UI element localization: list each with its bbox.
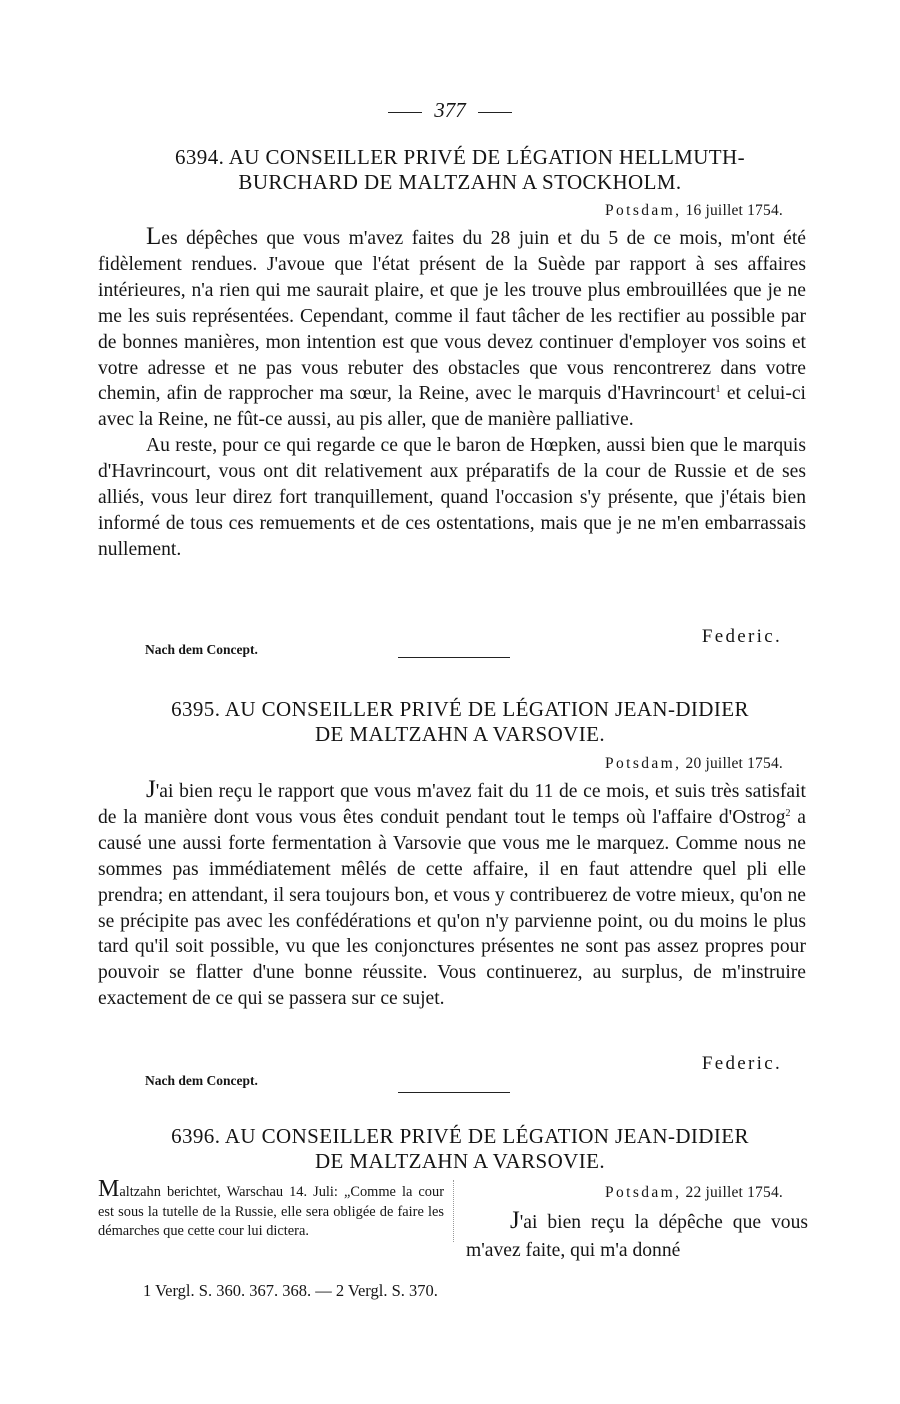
initial-letter: J [146, 776, 156, 803]
page-number-text: 377 [434, 98, 466, 122]
date-text: 22 juillet 1754. [685, 1184, 783, 1201]
date-place: Potsdam, [604, 1184, 682, 1201]
paragraph-text: et celui-ci avec la Reine, ne fût-ce aussi, au pis aller, que de manière palliative. [98, 383, 806, 431]
date-place: Potsdam, [604, 755, 682, 772]
sidenote-text: altzahn berichtet, Warschau 14. Juli: „Comme la cour est sous la tutelle de la Russie, elle sera obligée de faire les démarches que cette cour lui dictera. [98, 1184, 444, 1239]
summary-sidenote [98, 1176, 454, 1242]
letter-heading-6394 [100, 145, 820, 195]
heading-line-1: 6394. AU CONSEILLER PRIVÉ DE LÉGATION HELLMUTH- [175, 145, 745, 169]
heading-line-2: DE MALTZAHN A VARSOVIE. [314, 1149, 605, 1173]
paragraph-text: es dépêches que vous m'avez faites du 28 juin et du 5 de ce mois, m'ont été fidèlement rendues. J'avoue que l'état présent de la Suède par rapport à ses affaires intérieures, n'a rien qui me saurait plaire, et que je les trouve plus embrouillées que je ne me les suis représentées. Cependant, comme il faut tâcher de les rectifier au possible par de bonnes manières, mon intention est que vous devez continuer d'employer vos soins et votre adresse et ne pas vous rebuter des obstacles que vous rencontrerez dans votre chemin, afin de rapprocher ma sœur, la Reine, avec le marquis d'Havrincourt [98, 228, 806, 405]
paragraph-text: a causé une aussi forte fermentation à Varsovie que vous me le marquez. Comme nous ne sommes pas immédiatement mêlés de cette affaire, il en faut attendre quel pli elle prendra; en attendant, il sera toujours bon, et vous y contribuerez de votre mieux, qu'on ne se précipite pas avec les confédérations et qu'on n'y parvienne point, ou du moins le plus tard qu'il soit possible, vu que les conjonctures présentes ne sont pas assez propres pour pouvoir se flatter d'une bonne réussite. Vous continuerez, au surplus, de m'instruire exactement de ce qui se passera sur ce sujet. [98, 806, 806, 1010]
letter-heading-6396 [100, 1124, 820, 1174]
heading-line-1: 6396. AU CONSEILLER PRIVÉ DE LÉGATION JEAN-DIDIER [171, 1124, 749, 1148]
initial-letter: J [510, 1207, 520, 1234]
date-place: Potsdam, [604, 202, 682, 219]
date-text: 20 juillet 1754. [685, 755, 783, 772]
letter-heading-6395 [100, 697, 820, 747]
paragraph [98, 224, 806, 433]
section-divider [398, 657, 510, 658]
signature: Federic. [701, 626, 782, 647]
page-number-dash-right [478, 112, 512, 113]
section-divider [398, 1092, 510, 1093]
footnotes: 1 Vergl. S. 360. 367. 368. — 2 Vergl. S. 370. [143, 1281, 438, 1300]
paragraph-text: 'ai bien reçu le rapport que vous m'avez fait du 11 de ce mois, et suis très satisfait de la manière dont vous vous êtes conduit pendant tout le temps où l'affaire d'Ostrog [98, 781, 806, 828]
dateline-6394 [605, 202, 783, 220]
initial-letter: L [146, 223, 162, 250]
letter-body-6394 [98, 224, 806, 563]
paragraph-text: 'ai bien reçu la dépêche que vous m'avez faite, qui m'a donné [466, 1212, 808, 1261]
footnote-ref: 2 [785, 807, 791, 819]
dateline-6395 [605, 755, 783, 773]
dateline-6396 [605, 1184, 783, 1202]
paragraph: Au reste, pour ce qui regarde ce que le baron de Hœpken, aussi bien que le marquis d'Havrincourt, vous ont dit relativement aux préparatifs de la cour de Russie et de ses alliés, vous leur direz fort tranquillement, quand l'occasion s'y présente, que j'étais bien informé de tous ces remuements et de ces ostentations, mais que je ne m'en embarrassais nullement. [98, 435, 806, 560]
page-number [0, 98, 900, 123]
signature: Federic. [701, 1053, 782, 1074]
heading-line-2: BURCHARD DE MALTZAHN A STOCKHOLM. [238, 170, 682, 194]
source-note: Nach dem Concept. [145, 642, 258, 657]
page-number-dash-left [388, 112, 422, 113]
initial-letter: M [98, 1176, 120, 1202]
letter-body-6396 [466, 1207, 808, 1265]
heading-line-2: DE MALTZAHN A VARSOVIE. [314, 722, 605, 746]
letter-body-6395 [98, 777, 806, 1012]
date-text: 16 juillet 1754. [685, 202, 783, 219]
paragraph [466, 1207, 808, 1265]
footnote-ref: 1 [715, 384, 721, 396]
heading-line-1: 6395. AU CONSEILLER PRIVÉ DE LÉGATION JEAN-DIDIER [171, 697, 749, 721]
paragraph [98, 777, 806, 1012]
source-note: Nach dem Concept. [145, 1073, 258, 1088]
